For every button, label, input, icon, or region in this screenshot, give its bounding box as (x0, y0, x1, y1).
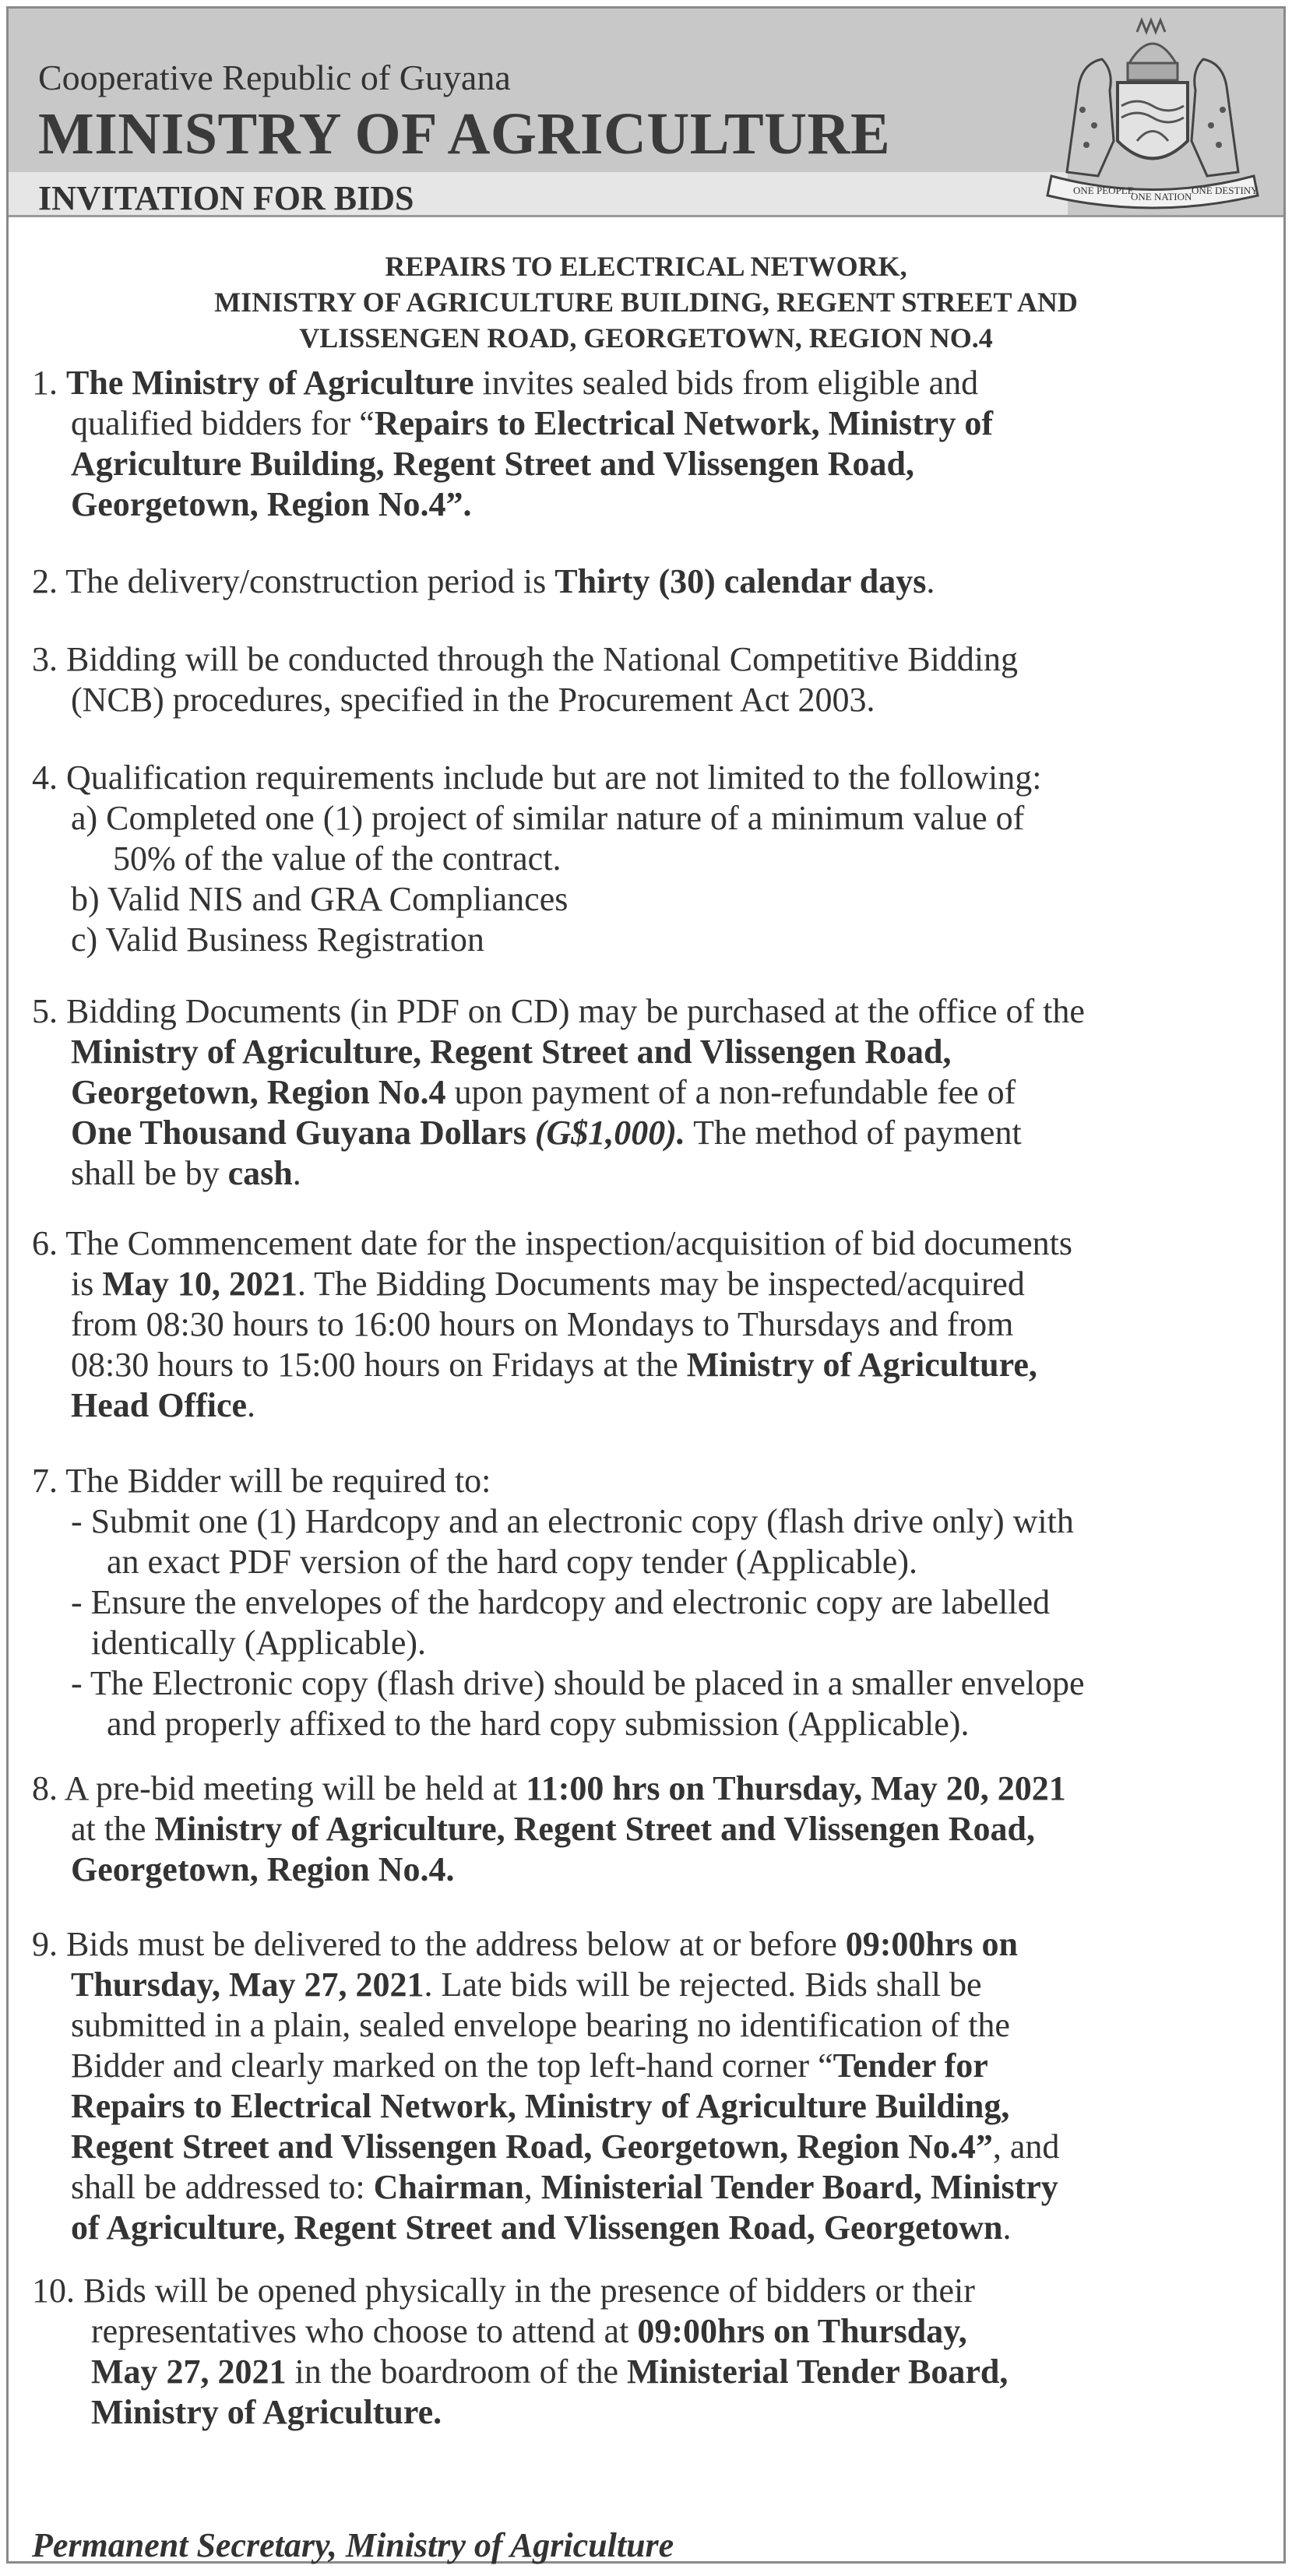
country-name: Cooperative Republic of Guyana (38, 58, 511, 97)
section-1: 1. The Ministry of Agriculture invites sealed bids from eligible and qualified bidders for “Repairs to Electrical Network, Ministry of Agriculture Building, Regent Street and Vlissengen Road, Georgetown, Region No.4”. (32, 364, 993, 523)
ministry-title: MINISTRY OF AGRICULTURE (38, 101, 891, 167)
subject-heading: REPAIRS TO ELECTRICAL NETWORK, MINISTRY OF AGRICULTURE BUILDING, REGENT STREET AND VLISSENGEN ROAD, GEORGETOWN, REGION NO.4 (214, 251, 1078, 354)
svg-text:ONE NATION: ONE NATION (1131, 191, 1192, 202)
section-7: 7. The Bidder will be required to: - Submit one (1) Hardcopy and an electronic copy (flash drive only) with an exact PDF version of the hard copy tender (Applicable). - Ensure the envelopes of the hardcopy and electronic copy are labelled identically (Applicable). - The Electronic copy (flash drive) should be placed in a smaller envelope and properly affixed to the hard copy submission (Applicable). (32, 1462, 1085, 1743)
section-2: 2. The delivery/construction period is Thirty (30) calendar days. (32, 562, 935, 600)
advertisement (6, 6, 1286, 2564)
section-10: 10. Bids will be opened physically in the presence of bidders or their representatives who choose to attend at 09:00hrs on Thursday, May 27, 2021 in the boardroom of the Ministerial Tender Board, Ministry of Agriculture. (32, 2272, 1009, 2431)
section-9: 9. Bids must be delivered to the address below at or before 09:00hrs on Thursday, May 27, 2021. Late bids will be rejected. Bids shall be submitted in a plain, sealed envelope bearing no identification of the Bidder and clearly marked on the top left-hand corner “Tender for Repairs to Electrical Network, Ministry of Agriculture Building, Regent Street and Vlissengen Road, Georgetown, Region No.4”, and shall be addressed to: Chairman, Ministerial Tender Board, Ministry of Agriculture, Regent Street and Vlissengen Road, Georgetown. (32, 1925, 1060, 2247)
svg-text:ONE DESTINY: ONE DESTINY (1192, 185, 1259, 196)
section-8: 8. A pre-bid meeting will be held at 11:00 hrs on Thursday, May 20, 2021 at the Ministry of Agriculture, Regent Street and Vlissengen Road, Georgetown, Region No.4. (32, 1769, 1066, 1888)
invitation-heading: INVITATION FOR BIDS (38, 179, 414, 217)
signature-line: Permanent Secretary, Ministry of Agriculture (32, 2526, 674, 2564)
section-4: 4. Qualification requirements include but are not limited to the following: a) Completed one (1) project of similar nature of a minimum value of 50% of the value of the contract. b) Valid NIS and GRA Compliances c) Valid Business Registration (32, 758, 1042, 959)
header (9, 9, 1283, 217)
section-5: 5. Bidding Documents (in PDF on CD) may be purchased at the office of the Ministry of Agriculture, Regent Street and Vlissengen Road, Georgetown, Region No.4 upon payment of a non-refundable fee of One Thousand Guyana Dollars (G$1,000). The method of payment shall be by cash. (32, 992, 1085, 1192)
notice-body (9, 217, 1283, 356)
svg-text:ONE PEOPLE: ONE PEOPLE (1073, 185, 1134, 196)
section-6: 6. The Commencement date for the inspection/acquisition of bid documents is May 10, 2021. The Bidding Documents may be inspected/acquired from 08:30 hours to 16:00 hours on Mondays to Thursdays and from 08:30 hours to 15:00 hours on Fridays at the Ministry of Agriculture, Head Office. (32, 1224, 1072, 1424)
coat-of-arms-icon (1036, 16, 1269, 211)
section-3: 3. Bidding will be conducted through the National Competitive Bidding (NCB) procedures, specified in the Procurement Act 2003. (32, 640, 1019, 719)
